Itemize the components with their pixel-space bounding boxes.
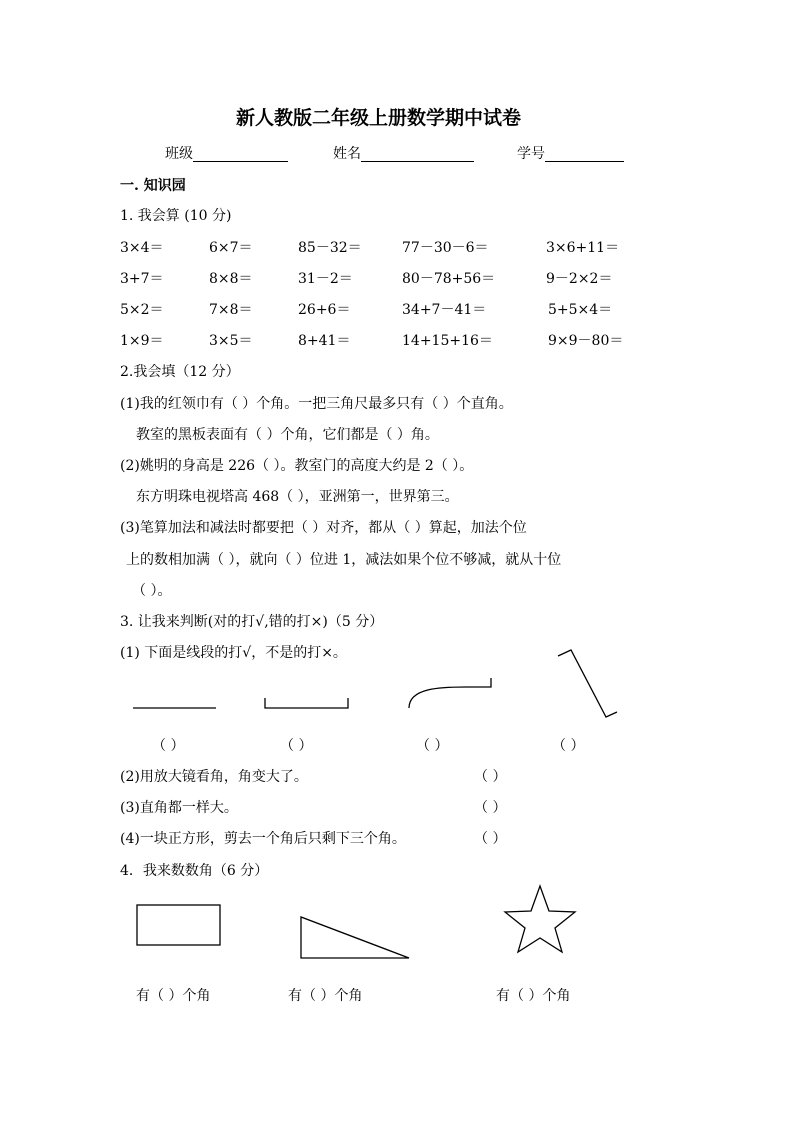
judge-paren: （ ）: [280, 738, 313, 754]
calc-item: 3×4＝: [120, 240, 164, 256]
calc-item: 85－32＝: [298, 240, 362, 256]
calc-item: 6×7＝: [209, 240, 253, 256]
calc-item: 8+41＝: [298, 333, 351, 349]
q4-heading: 4．我来数数角（6 分）: [120, 863, 269, 879]
judge-paren: （ ）: [474, 831, 507, 847]
judge-paren: （ ）: [552, 738, 585, 754]
angle-count-answer: 有（ ）个角: [496, 988, 571, 1004]
calc-item: 5×2＝: [120, 302, 164, 318]
judge-item: (3)直角都一样大。: [120, 800, 238, 816]
calc-item: 26+6＝: [298, 302, 351, 318]
fill-line: (1)我的红领巾有（ ）个角。一把三角尺最多只有（ ）个直角。: [120, 396, 513, 412]
fill-line: (3)笔算加法和减法时都要把（ ）对齐，都从（ ）算起，加法个位: [120, 520, 527, 536]
judge-paren: （ ）: [474, 800, 507, 816]
fill-line: 教室的黑板表面有（ ）个角，它们都是（ ）角。: [136, 427, 439, 443]
calc-item: 9×9－80＝: [548, 333, 624, 349]
calc-item: 5+5×4＝: [548, 302, 613, 318]
calc-item: 14+15+16＝: [402, 333, 493, 349]
judge-item: (2)用放大镜看角，角变大了。: [120, 769, 308, 785]
fill-line: (2)姚明的身高是 226（ ）。教室门的高度大约是 2（ ）。: [120, 458, 474, 474]
section-heading: 一. 知识园: [120, 178, 186, 194]
triangle-figure: [301, 917, 409, 958]
calc-item: 7×8＝: [209, 302, 253, 318]
calc-item: 3×5＝: [209, 333, 253, 349]
rectangle-figure: [137, 905, 220, 945]
judge-item: (4)一块正方形，剪去一个角后只剩下三个角。: [120, 831, 406, 847]
calc-item: 77－30－6＝: [402, 240, 489, 256]
angle-count-answer: 有（ ）个角: [288, 988, 363, 1004]
page-title: 新人教版二年级上册数学期中试卷: [236, 107, 522, 129]
q3-sub1: (1) 下面是线段的打√，不是的打×。: [120, 645, 347, 661]
q2-heading: 2.我会填（12 分）: [120, 364, 240, 380]
fill-line: 东方明珠电视塔高 468（ ），亚洲第一，世界第三。: [136, 489, 459, 505]
judge-paren: （ ）: [416, 738, 449, 754]
fill-line: 上的数相加满（ ），就向（ ）位进 1，减法如果个位不够减，就从十位: [126, 552, 562, 568]
fill-line: （ ）。: [132, 583, 172, 599]
judge-paren: （ ）: [152, 738, 185, 754]
diagonal-figure: [558, 650, 617, 717]
calc-item: 9－2×2＝: [546, 271, 613, 287]
judge-paren: （ ）: [474, 769, 507, 785]
calc-item: 8×8＝: [209, 271, 253, 287]
q1-heading: 1. 我会算 (10 分): [120, 208, 232, 224]
calc-item: 3×6+11＝: [546, 240, 620, 256]
q3-heading: 3. 让我来判断(对的打√,错的打×)（5 分）: [120, 614, 384, 630]
star-figure: [505, 886, 575, 952]
angle-count-answer: 有（ ）个角: [136, 988, 211, 1004]
bracket-figure: [265, 698, 348, 708]
student-id-label: 学号: [517, 146, 545, 162]
calc-item: 80－78+56＝: [402, 271, 496, 287]
calc-item: 31－2＝: [298, 271, 353, 287]
class-label: 班级: [165, 146, 193, 162]
calc-item: 3+7＝: [120, 271, 164, 287]
curve-figure: [409, 678, 491, 708]
calc-item: 34+7－41＝: [402, 302, 487, 318]
calc-item: 1×9＝: [120, 333, 164, 349]
name-label: 姓名: [333, 146, 361, 162]
